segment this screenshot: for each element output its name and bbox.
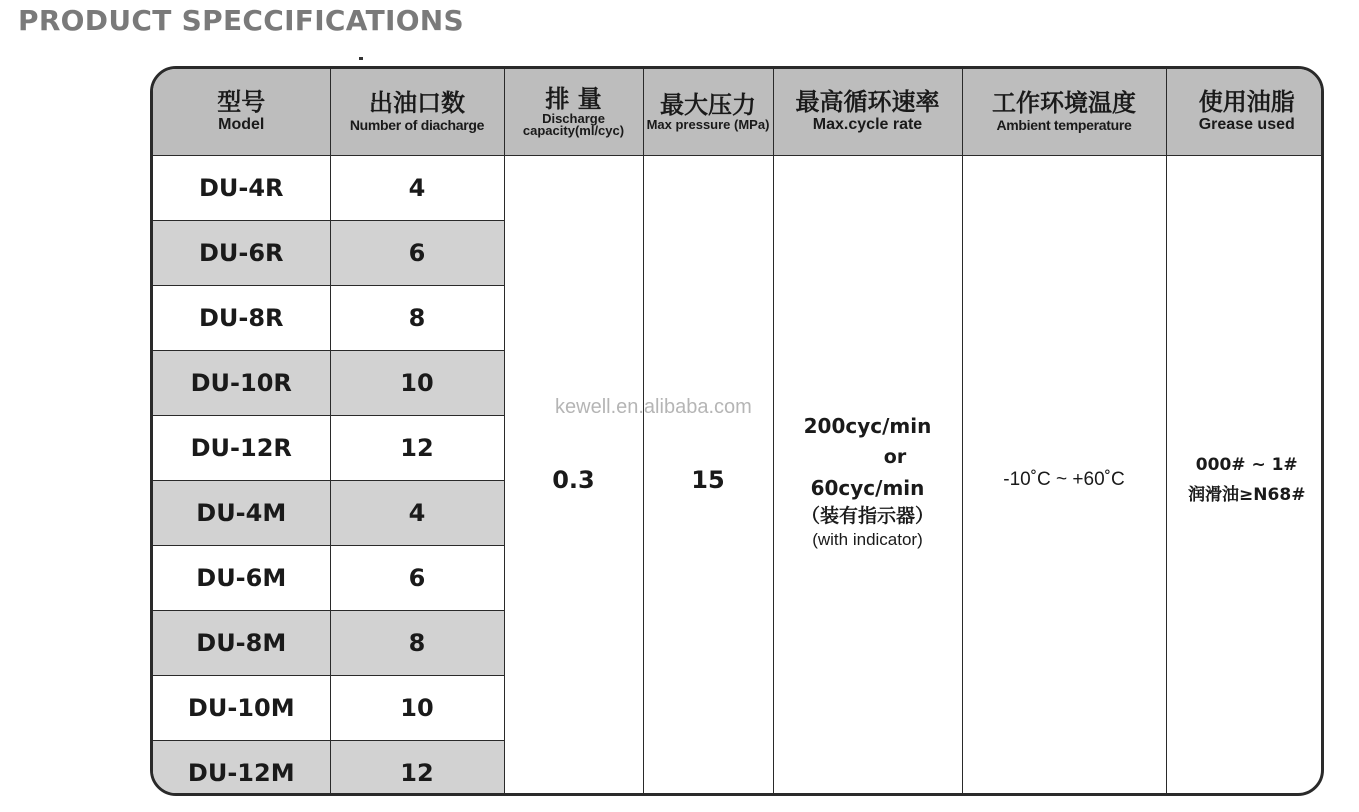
header-cn: 工作环境温度 bbox=[992, 89, 1136, 118]
ports-cell: 6 bbox=[330, 546, 504, 611]
ports-cell: 6 bbox=[330, 221, 504, 286]
grease-line1: 000# ~ 1# bbox=[1195, 454, 1298, 475]
ports-cell: 10 bbox=[330, 351, 504, 416]
header-cycle-rate bbox=[773, 69, 962, 156]
cycle-rate-line2: 60cyc/min bbox=[810, 476, 925, 501]
cycle-rate-cell bbox=[773, 156, 962, 797]
header-temperature bbox=[962, 69, 1166, 156]
header-cn: 使用油脂 bbox=[1198, 88, 1295, 116]
grease-line2: 润滑油≥N68# bbox=[1188, 485, 1306, 506]
model-cell: DU-10M bbox=[153, 676, 330, 741]
ports-cell: 4 bbox=[330, 481, 504, 546]
cycle-rate-or: or bbox=[883, 445, 907, 468]
ports-cell: 12 bbox=[330, 741, 504, 797]
header-en: Number of diacharge bbox=[349, 117, 485, 134]
model-cell: DU-8M bbox=[153, 611, 330, 676]
ports-cell: 10 bbox=[330, 676, 504, 741]
grease-cell bbox=[1166, 156, 1324, 797]
header-grease bbox=[1166, 69, 1324, 156]
model-cell: DU-6M bbox=[153, 546, 330, 611]
spec-table bbox=[153, 69, 1324, 796]
header-row bbox=[153, 69, 1324, 156]
discharge-cell: 0.3 bbox=[504, 156, 643, 797]
table-row bbox=[153, 156, 1324, 221]
header-en: Model bbox=[218, 116, 265, 134]
spec-table-frame bbox=[150, 66, 1324, 796]
cycle-rate-en-note: (with indicator) bbox=[812, 529, 923, 549]
ports-cell: 8 bbox=[330, 286, 504, 351]
header-cn: 最大压力 bbox=[660, 91, 756, 120]
ports-cell: 4 bbox=[330, 156, 504, 221]
pressure-cell: 15 bbox=[643, 156, 773, 797]
model-cell: DU-12R bbox=[153, 416, 330, 481]
cycle-rate-line1: 200cyc/min bbox=[803, 413, 932, 438]
header-cn: 型号 bbox=[217, 88, 266, 116]
temperature-cell: -10˚C ~ +60˚C bbox=[962, 156, 1166, 797]
ports-cell: 12 bbox=[330, 416, 504, 481]
model-cell: DU-12M bbox=[153, 741, 330, 797]
decorative-dot bbox=[359, 57, 363, 60]
header-en: Discharge capacity(ml/cyc) bbox=[522, 111, 625, 139]
header-en: Max.cycle rate bbox=[812, 116, 923, 134]
header-cn: 排 量 bbox=[545, 85, 602, 114]
model-cell: DU-6R bbox=[153, 221, 330, 286]
ports-cell: 8 bbox=[330, 611, 504, 676]
header-cn: 最高循环速率 bbox=[795, 88, 940, 116]
header-en: Grease used bbox=[1198, 116, 1295, 134]
model-cell: DU-8R bbox=[153, 286, 330, 351]
model-cell: DU-4M bbox=[153, 481, 330, 546]
page-title: PRODUCT SPECCIFICATIONS bbox=[18, 4, 464, 37]
header-pressure bbox=[643, 69, 773, 156]
header-ports bbox=[330, 69, 504, 156]
cycle-rate-cn-note: （装有指示器） bbox=[800, 505, 934, 528]
watermark-text: kewell.en.alibaba.com bbox=[555, 396, 752, 418]
model-cell: DU-4R bbox=[153, 156, 330, 221]
header-discharge bbox=[504, 69, 643, 156]
header-cn: 出油口数 bbox=[369, 89, 465, 118]
header-model bbox=[153, 69, 330, 156]
header-en: Ambient temperature bbox=[996, 117, 1132, 134]
header-en: Max pressure (MPa) bbox=[646, 117, 770, 133]
model-cell: DU-10R bbox=[153, 351, 330, 416]
